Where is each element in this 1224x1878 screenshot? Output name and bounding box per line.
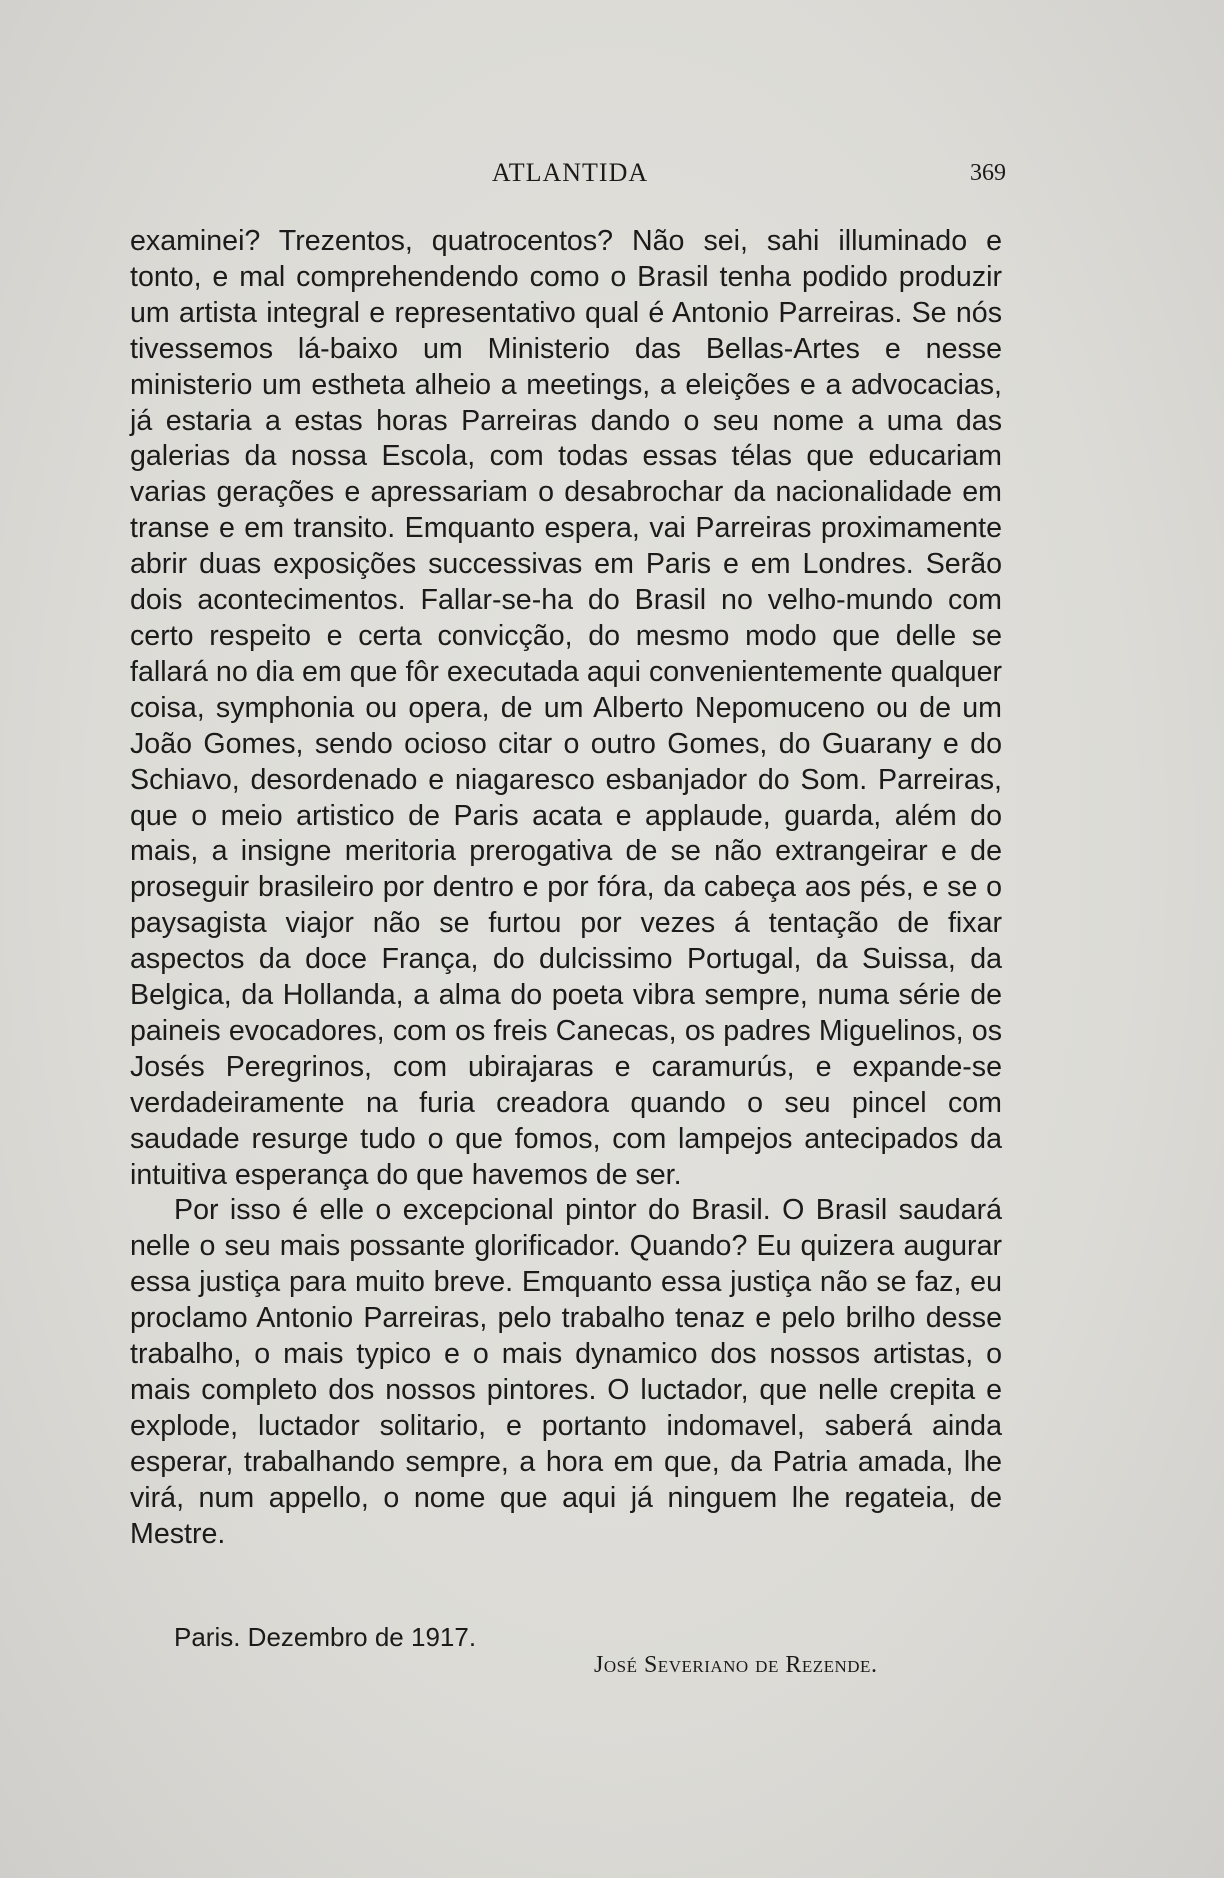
running-title: ATLANTIDA xyxy=(491,158,649,187)
paragraph: Por isso é elle o excepcional pintor do Brasil. O Brasil saudará nelle o seu mais possante glorificador. Quando? Eu quizera augurar essa justiça para muito breve. Emquanto essa justiça não se faz, eu proclamo Antonio Parreiras, pelo trabalho tenaz e pelo brilho desse trabalho, o mais typico e o mais dynamico dos nossos artistas, o mais completo dos nossos pintores. O luctador, que nelle crepita e explode, luctador solitario, e portanto indomavel, saberá ainda esperar, trabalhando sempre, a hora em que, da Patria amada, lhe virá, num appello, o nome que aqui já ninguem lhe regateia, de Mestre. xyxy=(130,1194,1002,1550)
running-head xyxy=(130,158,1010,194)
author-signature: José Severiano de Rezende. xyxy=(594,1652,878,1678)
page-number: 369 xyxy=(970,160,1006,186)
body-text xyxy=(130,224,1002,1553)
paragraph: examinei? Trezentos, quatrocentos? Não sei, sahi illuminado e tonto, e mal comprehendendo como o Brasil tenha podido produzir um artista integral e representativo qual é Antonio Parreiras. Se nós tivessemos lá-baixo um Ministerio das Bellas-Artes e nesse ministerio um estheta alheio a meetings, a eleições e a advocacias, já estaria a estas horas Parreiras dando o seu nome a uma das galerias da nossa Escola, com todas essas télas que educariam varias gerações e apressariam o desabrochar da nacionalidade em transe e em transito. Emquanto espera, vai Parreiras proximamente abrir duas exposições successivas em Paris e em Londres. Serão dois acontecimentos. Fallar-se-ha do Brasil no velho-mundo com certo respeito e certa convicção, do mesmo modo que delle se fallará no dia em que fôr executada aqui convenientemente qualquer coisa, symphonia ou opera, de um Alberto Nepomuceno ou de um João Gomes, sendo ocioso citar o outro Gomes, do Guarany e do Schiavo, desordenado e niagaresco esbanjador do Som. Parreiras, que o meio artistico de Paris acata e applaude, guarda, além do mais, a insigne meritoria prerogativa de se não extrangeirar e de proseguir brasileiro por dentro e por fóra, da cabeça aos pés, e se o paysagista viajor não se furtou por vezes á tentação de fixar aspectos da doce França, do dulcissimo Portugal, da Suissa, da Belgica, da Hollanda, a alma do poeta vibra sempre, numa série de paineis evocadores, com os freis Canecas, os padres Miguelinos, os Josés Peregrinos, com ubirajaras e caramurús, e expande-se verdadeiramente na furia creadora quando o seu pincel com saudade resurge tudo o que fomos, com lampejos antecipados da intuitiva esperança do que havemos de ser. xyxy=(130,225,1002,1191)
place-date: Paris. Dezembro de 1917. xyxy=(174,1622,477,1652)
